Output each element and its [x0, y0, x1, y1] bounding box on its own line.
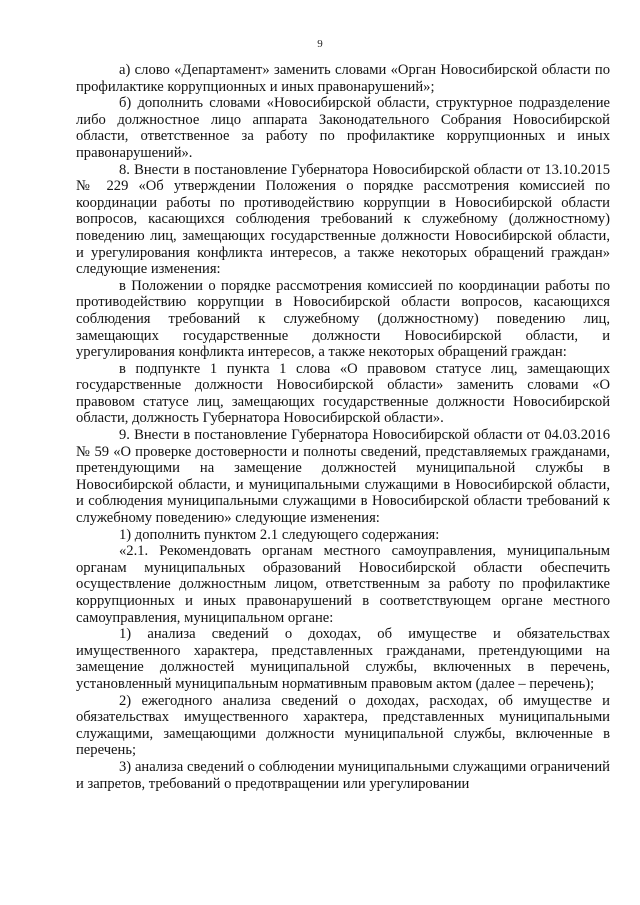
paragraph-9-amendment: 9. Внести в постановление Губернатора Новосибирской области от 04.03.2016 № 59 «О проверке достоверности и полноты сведений, представляемых гражданами, претендующими на замещение должностей муниципальной службы в Новосибирской области, и муниципальными служащими в Новосибирской области, и соблюдения муниципальными служащими в Новосибирской области требований к служебному поведению» следующие изменения: — [76, 427, 610, 527]
paragraph-a-department: а) слово «Департамент» заменить словами «Орган Новосибирской области по профилактике коррупционных и иных правонарушений»; — [76, 62, 610, 95]
paragraph-analysis-1: 1) анализа сведений о доходах, об имуществе и обязательствах имущественного характера, представленных гражданами, претендующими на замещение должностей муниципальной службы, включенных в перечень, установленный муниципальным нормативным правовым актом (далее – перечень); — [76, 626, 610, 692]
paragraph-2-1: «2.1. Рекомендовать органам местного самоуправления, муниципальным органам муниципальных образований Новосибирской области обеспечить осуществление должностным лицом, ответственным за работу по профилактике коррупционных и иных правонарушений в соответствующем органе местного самоуправления, муниципальном органе: — [76, 543, 610, 626]
paragraph-analysis-2: 2) ежегодного анализа сведений о доходах, расходах, об имуществе и обязательствах имущественного характера, представленных муниципальными служащими, замещающими должности муниципальной службы, включенные в перечень; — [76, 692, 610, 759]
document-body — [76, 62, 610, 792]
paragraph-analysis-3: 3) анализа сведений о соблюдении муниципальными служащими ограничений и запретов, требований о предотвращении или урегулировании — [76, 758, 610, 792]
paragraph-8-amendment: 8. Внести в постановление Губернатора Новосибирской области от 13.10.2015 № 229 «Об утверждении Положения о порядке рассмотрения комиссией по координации работы по противодействию коррупции в Новосибирской области вопросов, касающихся соблюдения требований к служебному (должностному) поведению лиц, замещающих государственные должности Новосибирской области, и урегулирования конфликта интересов, а также некоторых обращений граждан» следующие изменения: — [76, 161, 610, 278]
page-number: 9 — [317, 38, 323, 50]
paragraph-subclause: в подпункте 1 пункта 1 слова «О правовом статусе лиц, замещающих государственные должности Новосибирской области» заменить словами «О правовом статусе лиц, замещающих государственные должности Новосибирской области, должность Губернатора Новосибирской области». — [76, 360, 610, 427]
paragraph-regulation: в Положении о порядке рассмотрения комиссией по координации работы по противодействию коррупции в Новосибирской области вопросов, касающихся соблюдения требований к служебному (должностному) поведению лиц, замещающих государственные должности Новосибирской области, и урегулирования конфликта интересов, а также некоторых обращений граждан: — [76, 277, 610, 361]
paragraph-b-supplement: б) дополнить словами «Новосибирской области, структурное подразделение либо должностное лицо аппарата Законодательного Собрания Новосибирской области, ответственное за работу по профилактике коррупционных и иных правонарушений». — [76, 95, 610, 161]
paragraph-item-1: 1) дополнить пунктом 2.1 следующего содержания: — [119, 526, 440, 543]
